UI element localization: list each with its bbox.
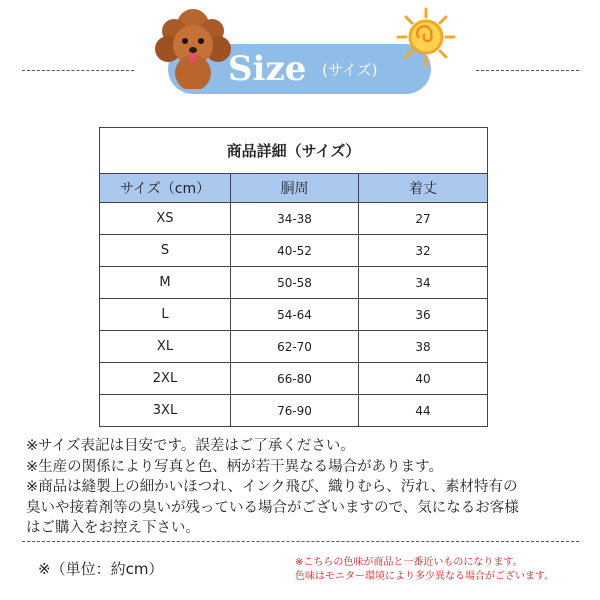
table-row xyxy=(100,395,488,427)
length-cell: 38 xyxy=(359,331,488,363)
chest-cell: 62-70 xyxy=(231,331,359,363)
length-cell: 27 xyxy=(359,203,488,235)
size-title: Size xyxy=(228,49,307,89)
note-color-variance: ※生産の関係により写真と色、柄が若干異なる場合があります。 xyxy=(26,459,443,475)
chest-cell: 50-58 xyxy=(231,267,359,299)
length-cell: 32 xyxy=(359,235,488,267)
chest-cell: 66-80 xyxy=(231,363,359,395)
chest-cell: 34-38 xyxy=(231,203,359,235)
size-cell: XS xyxy=(100,203,231,235)
table-row xyxy=(100,235,488,267)
length-cell: 34 xyxy=(359,267,488,299)
column-header-size: サイズ（cm） xyxy=(100,174,231,203)
length-cell: 40 xyxy=(359,363,488,395)
size-cell: M xyxy=(100,267,231,299)
unit-note: ※（単位：約cm） xyxy=(38,560,164,578)
size-cell: L xyxy=(100,299,231,331)
note-odor: 臭いや接着剤等の臭いが残っている場合がございますので、気になるお客様 xyxy=(26,500,519,516)
size-subtitle: (サイズ) xyxy=(322,61,378,79)
table-caption: 商品詳細（サイズ） xyxy=(100,128,488,174)
size-cell: 2XL xyxy=(100,363,231,395)
size-table xyxy=(99,127,488,427)
sun-icon xyxy=(395,5,457,69)
dog-image xyxy=(154,5,232,89)
chest-cell: 54-64 xyxy=(231,299,359,331)
note-size-guide: ※サイズ表記は目安です。誤差はご了承ください。 xyxy=(26,438,355,454)
chest-cell: 40-52 xyxy=(231,235,359,267)
size-cell: S xyxy=(100,235,231,267)
note-purchase-advice: はご購入をお控え下さい。 xyxy=(26,520,200,536)
divider-left xyxy=(22,70,134,71)
color-note-closest: ※こちらの色味が商品と一番近いものになります。 xyxy=(295,557,523,568)
size-cell: 3XL xyxy=(100,395,231,427)
note-sewing-defects: ※商品は縫製上の細かいほつれ、インク飛び、織りむら、汚れ、素材特有の xyxy=(26,479,518,495)
table-row xyxy=(100,267,488,299)
table-row xyxy=(100,299,488,331)
column-header-length: 着丈 xyxy=(359,174,488,203)
color-note-monitor: 色味はモニター環境により多少異なる場合がございます。 xyxy=(295,571,555,582)
divider-right xyxy=(476,70,579,71)
table-row xyxy=(100,331,488,363)
footer-divider xyxy=(22,541,579,542)
column-header-chest: 胴周 xyxy=(231,174,359,203)
length-cell: 44 xyxy=(359,395,488,427)
table-row xyxy=(100,203,488,235)
length-cell: 36 xyxy=(359,299,488,331)
table-row xyxy=(100,363,488,395)
chest-cell: 76-90 xyxy=(231,395,359,427)
size-cell: XL xyxy=(100,331,231,363)
